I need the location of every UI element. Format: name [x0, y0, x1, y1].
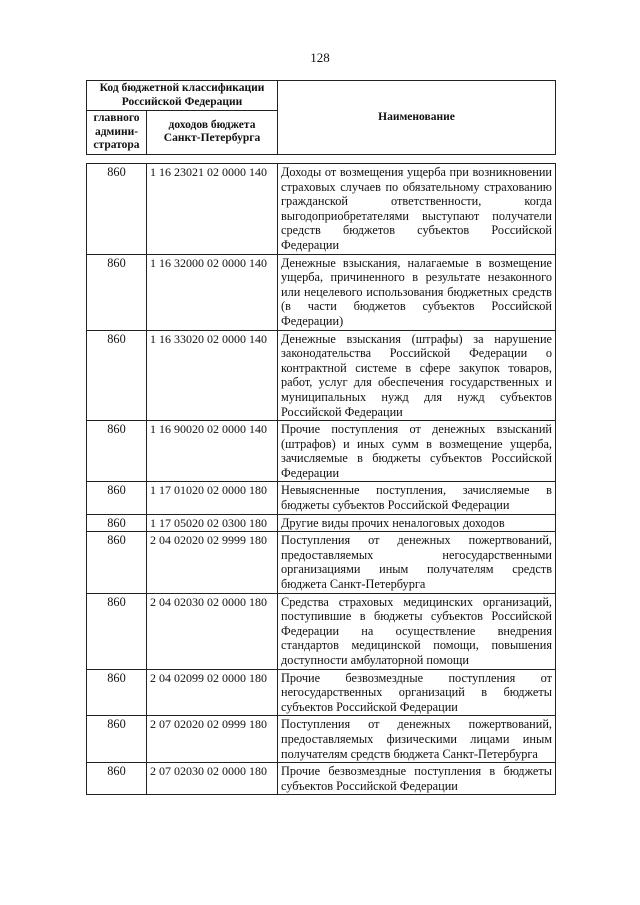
income-name-cell: Поступления от денежных пожертвований, предоставляемых негосударственными организациями иным получателям средств бюджета Санкт-Петербурга: [278, 532, 556, 593]
admin-code-cell: 860: [87, 421, 147, 482]
header-name-label: Наименование: [278, 81, 556, 155]
header-group-label: Код бюджетной классификации Российской Федерации: [87, 81, 278, 111]
admin-code-cell: 860: [87, 330, 147, 421]
income-code-cell: 1 16 90020 02 0000 140: [147, 421, 278, 482]
page-number: 128: [310, 50, 330, 65]
table-row: [87, 164, 556, 255]
classification-table: [86, 163, 556, 795]
table-row: [87, 514, 556, 532]
header-admin-label: главного админи-стратора: [87, 111, 147, 155]
admin-code-cell: 860: [87, 593, 147, 669]
income-name-cell: Доходы от возмещения ущерба при возникновении страховых случаев по обязательному страхованию гражданской ответственности, когда выгодоприобретателями выступают получатели средств бюджетов субъектов Российской Федерации: [278, 164, 556, 255]
admin-code-cell: 860: [87, 669, 147, 716]
admin-code-cell: 860: [87, 164, 147, 255]
admin-code-cell: 860: [87, 532, 147, 593]
income-code-cell: 1 16 32000 02 0000 140: [147, 254, 278, 330]
income-code-cell: 2 04 02099 02 0000 180: [147, 669, 278, 716]
header-code-label: доходов бюджета Санкт-Петербурга: [147, 111, 278, 155]
table-body: [87, 164, 556, 795]
income-name-cell: Поступления от денежных пожертвований, предоставляемых физическими лицами иным получателям средств бюджета Санкт-Петербурга: [278, 716, 556, 763]
income-name-cell: Средства страховых медицинских организаций, поступившие в бюджеты субъектов Российской Федерации на осуществление внедрения стандартов медицинской помощи, повышения доступности амбулаторной помощи: [278, 593, 556, 669]
income-name-cell: Денежные взыскания, налагаемые в возмещение ущерба, причиненного в результате незаконного или нецелевого использования бюджетных средств (в части бюджетов субъектов Российской Федерации): [278, 254, 556, 330]
income-code-cell: 2 07 02030 02 0000 180: [147, 763, 278, 795]
admin-code-cell: 860: [87, 716, 147, 763]
table-row: [87, 254, 556, 330]
admin-code-cell: 860: [87, 254, 147, 330]
admin-code-cell: 860: [87, 482, 147, 514]
income-name-cell: Невыясненные поступления, зачисляемые в бюджеты субъектов Российской Федерации: [278, 482, 556, 514]
table-row: [87, 532, 556, 593]
income-code-cell: 2 07 02020 02 0999 180: [147, 716, 278, 763]
income-code-cell: 2 04 02020 02 9999 180: [147, 532, 278, 593]
table-row: [87, 593, 556, 669]
income-code-cell: 1 16 33020 02 0000 140: [147, 330, 278, 421]
income-code-cell: 1 17 05020 02 0300 180: [147, 514, 278, 532]
income-name-cell: Прочие безвозмездные поступления в бюджеты субъектов Российской Федерации: [278, 763, 556, 795]
table-row: [87, 330, 556, 421]
income-code-cell: 1 16 23021 02 0000 140: [147, 164, 278, 255]
admin-code-cell: 860: [87, 514, 147, 532]
income-code-cell: 1 17 01020 02 0000 180: [147, 482, 278, 514]
table-header: [86, 80, 556, 155]
table-row: [87, 482, 556, 514]
table-row: [87, 421, 556, 482]
table-row: [87, 669, 556, 716]
income-name-cell: Другие виды прочих неналоговых доходов: [278, 514, 556, 532]
income-name-cell: Денежные взыскания (штрафы) за нарушение законодательства Российской Федерации о контрактной системе в сфере закупок товаров, работ, услуг для обеспечения государственных и муниципальных нужд для нужд субъектов Российской Федерации: [278, 330, 556, 421]
table-row: [87, 763, 556, 795]
income-name-cell: Прочие поступления от денежных взысканий (штрафов) и иных сумм в возмещение ущерба, зачисляемые в бюджеты субъектов Российской Федерации: [278, 421, 556, 482]
income-name-cell: Прочие безвозмездные поступления от негосударственных организаций в бюджеты субъектов Российской Федерации: [278, 669, 556, 716]
table-row: [87, 716, 556, 763]
admin-code-cell: 860: [87, 763, 147, 795]
income-code-cell: 2 04 02030 02 0000 180: [147, 593, 278, 669]
